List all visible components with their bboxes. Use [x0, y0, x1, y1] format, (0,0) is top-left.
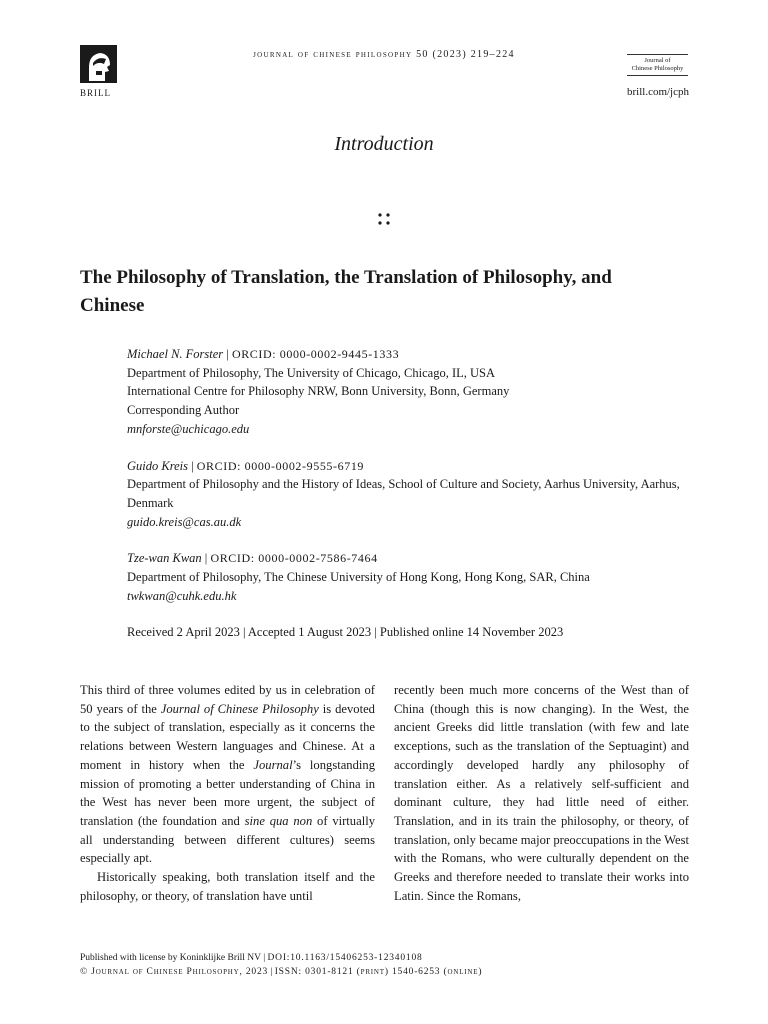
- author-name: Tze-wan Kwan: [127, 551, 202, 566]
- issn-text: ISSN: 0301-8121 (print) 1540-6253 (online): [274, 967, 483, 977]
- publication-dates: Received 2 April 2023 | Accepted 1 August 2023 | Published online 14 November 2023: [127, 625, 564, 640]
- journal-title-italic: Journal of Chinese Philosophy: [160, 701, 319, 716]
- orcid-link[interactable]: ORCID: 0000-0002-7586-7464: [210, 551, 378, 566]
- author-name: Michael N. Forster: [127, 347, 224, 361]
- body-paragraph: [80, 681, 375, 868]
- license-text: Published with license by Koninklijke Brill NV: [80, 953, 261, 963]
- footer-line-copyright: [80, 965, 700, 979]
- footer-separator: |: [268, 967, 275, 977]
- journal-mark-line1: Journal of: [644, 57, 671, 64]
- author-email-link[interactable]: guido.kreis@cas.au.dk: [127, 514, 242, 529]
- author-email-link[interactable]: mnforste@uchicago.edu: [127, 421, 250, 436]
- latin-phrase-italic: sine qua non: [244, 813, 313, 828]
- author-block: [127, 345, 687, 439]
- copyright-text: © Journal of Chinese Philosophy, 2023: [80, 967, 269, 977]
- author-email-link[interactable]: twkwan@cuhk.edu.hk: [127, 588, 237, 603]
- body-text: ’s longstanding mission of promoting a better understanding of China in the West has never been more urgent, the subject of translation (the foundation and: [80, 757, 375, 828]
- body-text: of virtually all understanding between different cultures) seems especially apt.: [80, 813, 375, 866]
- author-block: [127, 457, 687, 532]
- body-paragraph: Historically speaking, both translation itself and the philosophy, or theory, of translation have until: [80, 870, 375, 903]
- author-separator: |: [223, 347, 232, 361]
- author-header: [127, 549, 687, 568]
- orcid-link[interactable]: ORCID: 0000-0002-9555-6719: [196, 458, 365, 473]
- journal-mark: [627, 54, 688, 76]
- author-affiliation: Corresponding Author: [127, 403, 240, 418]
- journal-url-link[interactable]: brill.com/jcph: [626, 86, 689, 98]
- author-header: [127, 345, 687, 364]
- publisher-logo-text: BRILL: [80, 88, 111, 98]
- author-affiliation: Department of Philosophy, The University of Chicago, Chicago, IL, USA: [127, 365, 495, 380]
- footer-separator: |: [260, 953, 268, 963]
- author-separator: |: [188, 458, 197, 473]
- author-affiliation: Department of Philosophy, The Chinese University of Hong Kong, Hong Kong, SAR, China: [127, 570, 590, 585]
- author-affiliation: International Centre for Philosophy NRW, Bonn University, Bonn, Germany: [127, 384, 510, 399]
- journal-title-italic: Journal: [253, 757, 293, 772]
- author-affiliation: Department of Philosophy and the History of Ideas, School of Culture and Society, Aarhus University, Aarhus, Denmark: [127, 477, 680, 510]
- author-name: Guido Kreis: [127, 458, 188, 473]
- body-text: is devoted to the subject of translation, especially as it concerns the relations between Western languages and Chinese. At a moment in history when the: [80, 701, 375, 772]
- footer-line-license: [80, 951, 700, 965]
- page-footer: [80, 951, 700, 979]
- section-ornament-icon: [376, 211, 392, 227]
- article-title: The Philosophy of Translation, the Translation of Philosophy, and Chinese: [80, 267, 612, 316]
- author-header: [127, 457, 687, 476]
- body-column-left: [80, 681, 375, 905]
- doi-link[interactable]: DOI:10.1163/15406253-12340108: [267, 953, 423, 963]
- body-paragraph: recently been much more concerns of the West than of China (though this is now changing). In the West, the ancient Greeks did little translation (with few and late exceptions, such as the translation of the Septuagint) and accordingly developed hardly any philosophy of translation either. As a relatively self-sufficient and dominant culture, they had little need of either. Translation, and in its train the philosophy, or theory, of translation, only became major preoccupations in the West with the Romans, who were culturally dependent on the Greeks and therefore needed to translate their works into Latin. Since the Romans,: [394, 683, 689, 903]
- author-separator: |: [201, 551, 211, 566]
- author-list: [127, 345, 687, 642]
- body-text: This third of three volumes edited by us in celebration of 50 years of the: [80, 683, 375, 716]
- orcid-link[interactable]: ORCID: 0000-0002-9445-1333: [231, 347, 400, 361]
- body-column-right: [394, 681, 689, 905]
- journal-mark-line2: Chinese Philosophy: [631, 65, 684, 72]
- author-block: [127, 549, 687, 605]
- running-head: journal of chinese philosophy 50 (2023) 219–224: [253, 49, 515, 60]
- section-title: Introduction: [334, 133, 434, 155]
